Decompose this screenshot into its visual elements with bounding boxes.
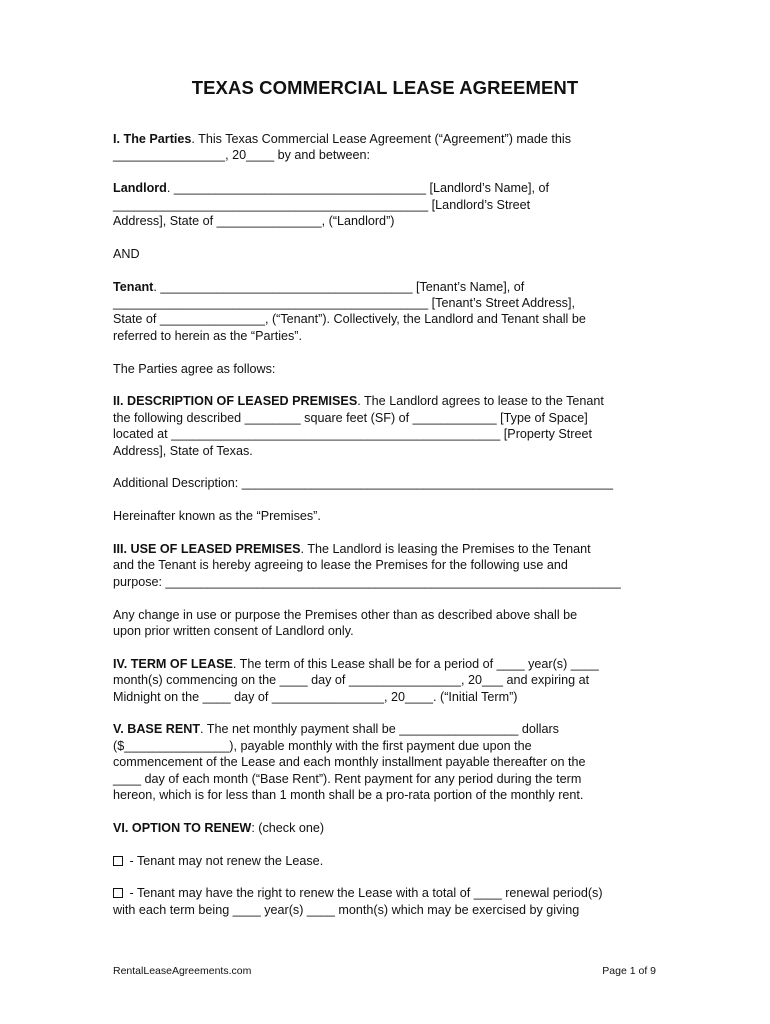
section-term: IV. TERM OF LEASE. The term of this Lease shall be for a period of ____ year(s) ____ month(s) commencing on the ____ day of ________________, 20___ and expiring at Midnight on the ____ day of ________________, 20____. (“Initial Term”) xyxy=(113,656,599,704)
hereinafter-text: Hereinafter known as the “Premises”. xyxy=(113,509,321,524)
footer-site: RentalLeaseAgreements.com xyxy=(113,965,252,977)
additional-description: Additional Description: _____________________________________________________ xyxy=(113,476,614,491)
landlord-block: Landlord. ____________________________________ [Landlord’s Name], of _____________________________________________ [Landlord’s Street Address], State of _______________, (“Landlord”) xyxy=(113,181,549,229)
section-parties: I. The Parties. This Texas Commercial Lease Agreement (“Agreement”) made this ________________, 20____ by and between: xyxy=(113,132,572,163)
agree-text: The Parties agree as follows: xyxy=(113,361,276,376)
section-heading: I. The Parties xyxy=(113,132,192,146)
section-description: II. DESCRIPTION OF LEASED PREMISES. The Landlord agrees to lease to the Tenant the following described ________ square feet (SF) of ____________ [Type of Space] located at _______________________________________________ [Property Street Address], State of Texas. xyxy=(113,394,604,458)
tenant-block: Tenant. ____________________________________ [Tenant’s Name], of _____________________________________________ [Tenant’s Street Address], State of _______________, (“Tenant”). Collectively, the Landlord and Tenant shall be referred to herein as the “Parties”. xyxy=(113,279,586,343)
renew-option-2: - Tenant may have the right to renew the Lease with a total of ____ renewal period(s) with each term being ____ year(s) ____ month(s) which may be exercised by giving xyxy=(113,886,603,917)
checkbox-icon[interactable] xyxy=(113,856,123,866)
section-use: III. USE OF LEASED PREMISES. The Landlord is leasing the Premises to the Tenant and the Tenant is hereby agreeing to lease the Premises for the following use and purpose: _________________________________________________________________ xyxy=(113,542,621,589)
section-heading: IV. TERM OF LEASE xyxy=(113,656,233,671)
landlord-label: Landlord xyxy=(113,181,167,196)
section-base-rent: V. BASE RENT. The net monthly payment shall be _________________ dollars ($_______________), payable monthly with the first payment due upon the commencement of the Lease and each monthly installment payable thereafter on the ____ day of each month (“Base Rent”). Rent payment for any period during the term hereon, which is for less than 1 month shall be a pro-rata portion of the monthly rent. xyxy=(113,722,586,803)
section-heading: II. DESCRIPTION OF LEASED PREMISES xyxy=(113,394,358,409)
section-option-to-renew: VI. OPTION TO RENEW: (check one) xyxy=(113,820,325,835)
and-text: AND xyxy=(113,246,140,261)
section-heading: VI. OPTION TO RENEW xyxy=(113,820,252,835)
tenant-label: Tenant xyxy=(113,279,154,294)
section-heading: III. USE OF LEASED PREMISES xyxy=(113,542,301,557)
renew-option-1: - Tenant may not renew the Lease. xyxy=(113,853,663,869)
document-title: TEXAS COMMERCIAL LEASE AGREEMENT xyxy=(191,77,579,98)
footer-page-number: Page 1 of 9 xyxy=(602,965,656,977)
section-heading: V. BASE RENT xyxy=(113,722,201,737)
document-body xyxy=(113,131,663,935)
change-of-use: Any change in use or purpose the Premises other than as described above shall be upon prior written consent of Landlord only. xyxy=(113,607,578,639)
checkbox-icon[interactable] xyxy=(113,888,123,898)
